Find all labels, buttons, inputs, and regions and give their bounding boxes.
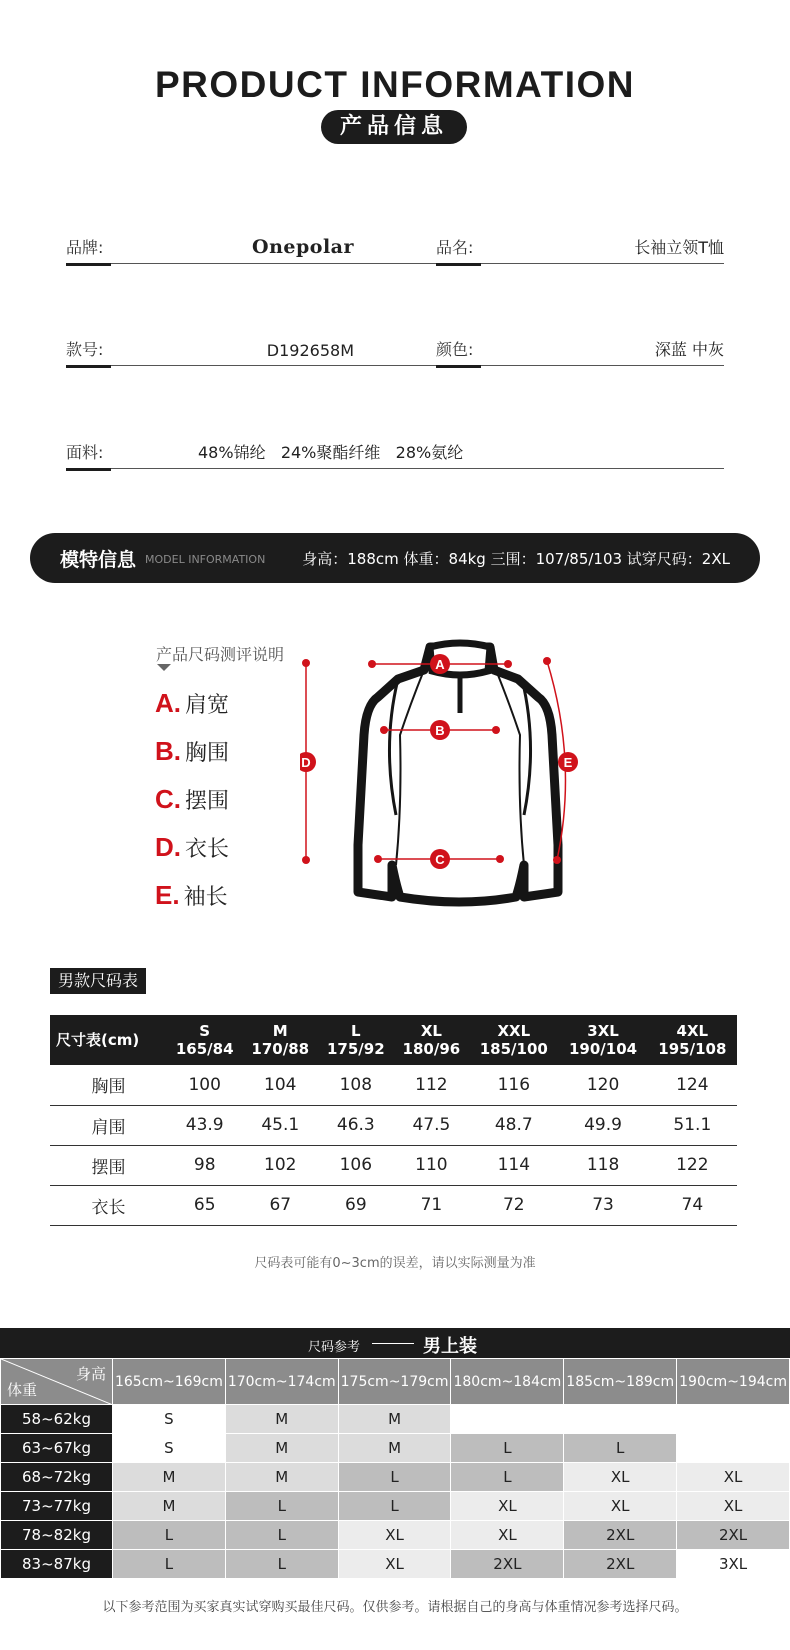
height-column-header: 165cm~169cm bbox=[113, 1359, 226, 1405]
legend-item bbox=[155, 736, 229, 767]
height-column-header: 190cm~194cm bbox=[677, 1359, 790, 1405]
measure-point bbox=[553, 856, 561, 864]
size-table-header bbox=[50, 1015, 737, 1065]
size-reference-table bbox=[0, 1358, 790, 1579]
size-cell: S bbox=[113, 1405, 226, 1434]
size-cell: M bbox=[338, 1405, 451, 1434]
size-cell: M bbox=[225, 1405, 338, 1434]
table-cell: 45.1 bbox=[242, 1105, 318, 1145]
size-cell: 2XL bbox=[677, 1521, 790, 1550]
size-reference-header bbox=[0, 1328, 790, 1358]
size-cell: L bbox=[338, 1463, 451, 1492]
size-name: L bbox=[351, 1022, 361, 1040]
page-subtitle-badge: 产品信息 bbox=[321, 110, 467, 144]
info-row-fabric bbox=[66, 435, 724, 469]
height-axis-label: 身高 bbox=[75, 1365, 106, 1383]
color-label: 颜色: bbox=[436, 340, 474, 359]
size-cell: 2XL bbox=[451, 1550, 564, 1579]
caret-down-icon bbox=[157, 664, 171, 671]
size-spec: 175/92 bbox=[326, 1040, 385, 1058]
size-spec: 190/104 bbox=[568, 1040, 638, 1058]
legend-key: B. bbox=[155, 736, 181, 766]
measure-mark-a: A bbox=[435, 657, 445, 672]
legend-label: 肩宽 bbox=[185, 693, 230, 718]
legend-item bbox=[155, 688, 229, 719]
size-reference-corner bbox=[1, 1359, 113, 1405]
divider bbox=[66, 468, 724, 469]
size-cell bbox=[451, 1405, 564, 1434]
size-cell: M bbox=[225, 1434, 338, 1463]
size-name: S bbox=[199, 1022, 211, 1040]
style-no-label: 款号: bbox=[66, 340, 104, 359]
size-table-note: 尺码表可能有0~3cm的误差，请以实际测量为准 bbox=[254, 1256, 536, 1271]
table-row bbox=[50, 1105, 737, 1145]
legend-item bbox=[155, 880, 228, 911]
table-cell: 71 bbox=[394, 1185, 470, 1225]
measure-point bbox=[302, 856, 310, 864]
weight-axis-label: 体重 bbox=[7, 1381, 38, 1399]
measure-mark-b: B bbox=[435, 723, 445, 738]
size-cell: 3XL bbox=[677, 1550, 790, 1579]
size-cell: L bbox=[225, 1550, 338, 1579]
table-cell: 47.5 bbox=[394, 1105, 470, 1145]
size-cell: XL bbox=[564, 1463, 677, 1492]
info-row-brand bbox=[66, 230, 724, 264]
info-row-style bbox=[66, 332, 724, 366]
legend-label: 胸围 bbox=[185, 741, 230, 766]
table-cell: 124 bbox=[648, 1065, 737, 1105]
table-cell: 46.3 bbox=[318, 1105, 394, 1145]
size-cell: S bbox=[113, 1434, 226, 1463]
size-spec: 195/108 bbox=[658, 1040, 727, 1058]
table-cell: 65 bbox=[167, 1185, 243, 1225]
size-cell: M bbox=[113, 1463, 226, 1492]
color-value: 深蓝 中灰 bbox=[654, 340, 724, 359]
divider-accent bbox=[66, 365, 111, 368]
table-cell: 72 bbox=[469, 1185, 558, 1225]
shirt-measurement-diagram bbox=[300, 635, 620, 920]
height-column-header: 185cm~189cm bbox=[564, 1359, 677, 1405]
table-cell: 112 bbox=[394, 1065, 470, 1105]
table-row bbox=[1, 1405, 790, 1434]
size-cell: XL bbox=[338, 1521, 451, 1550]
table-row bbox=[50, 1065, 737, 1105]
table-cell: 106 bbox=[318, 1145, 394, 1185]
size-cell: M bbox=[225, 1463, 338, 1492]
size-cell: 2XL bbox=[564, 1550, 677, 1579]
product-name-value: 长袖立领T恤 bbox=[634, 238, 724, 257]
divider-accent bbox=[66, 468, 111, 471]
weight-row-header: 58~62kg bbox=[1, 1405, 113, 1434]
size-cell: L bbox=[564, 1434, 677, 1463]
table-cell: 74 bbox=[648, 1185, 737, 1225]
page-title: PRODUCT INFORMATION bbox=[155, 64, 635, 105]
fabric-value: 48%锦纶 24%聚酯纤维 28%氨纶 bbox=[198, 443, 464, 462]
brand-label: 品牌: bbox=[66, 238, 104, 257]
measure-point bbox=[302, 659, 310, 667]
table-cell: 51.1 bbox=[648, 1105, 737, 1145]
size-spec: 170/88 bbox=[251, 1040, 310, 1058]
table-row bbox=[1, 1463, 790, 1492]
table-cell: 104 bbox=[242, 1065, 318, 1105]
size-cell: XL bbox=[451, 1492, 564, 1521]
weight-row-header: 68~72kg bbox=[1, 1463, 113, 1492]
measure-guide-title: 产品尺码测评说明 bbox=[156, 645, 285, 664]
row-label: 衣长 bbox=[50, 1185, 167, 1225]
size-name: 4XL bbox=[676, 1022, 709, 1040]
measure-point bbox=[496, 855, 504, 863]
table-cell: 110 bbox=[394, 1145, 470, 1185]
size-table-corner: 尺寸表(cm) bbox=[50, 1015, 167, 1065]
legend-key: E. bbox=[155, 880, 180, 910]
measure-mark-c: C bbox=[435, 852, 445, 867]
measure-point bbox=[380, 726, 388, 734]
size-cell: L bbox=[338, 1492, 451, 1521]
size-cell: XL bbox=[451, 1521, 564, 1550]
size-table-tag: 男款尺码表 bbox=[50, 968, 146, 994]
table-cell: 73 bbox=[558, 1185, 647, 1225]
table-row bbox=[1, 1434, 790, 1463]
size-cell bbox=[677, 1434, 790, 1463]
table-row bbox=[1, 1550, 790, 1579]
measure-point bbox=[492, 726, 500, 734]
weight-row-header: 78~82kg bbox=[1, 1521, 113, 1550]
size-cell: 2XL bbox=[564, 1521, 677, 1550]
size-column-header bbox=[648, 1015, 737, 1065]
size-spec: 165/84 bbox=[175, 1040, 234, 1058]
size-cell bbox=[564, 1405, 677, 1434]
divider-accent bbox=[436, 263, 481, 266]
row-label: 胸围 bbox=[50, 1065, 167, 1105]
size-cell: M bbox=[113, 1492, 226, 1521]
height-column-header: 180cm~184cm bbox=[451, 1359, 564, 1405]
row-label: 摆围 bbox=[50, 1145, 167, 1185]
model-info-bar bbox=[30, 533, 760, 583]
size-cell: XL bbox=[677, 1463, 790, 1492]
measure-point bbox=[504, 660, 512, 668]
size-column-header bbox=[558, 1015, 647, 1065]
size-cell: L bbox=[113, 1521, 226, 1550]
table-cell: 102 bbox=[242, 1145, 318, 1185]
divider-accent bbox=[436, 365, 481, 368]
divider bbox=[66, 365, 724, 366]
measure-mark-d: D bbox=[301, 755, 311, 770]
table-cell: 118 bbox=[558, 1145, 647, 1185]
divider bbox=[372, 1343, 414, 1344]
size-cell: XL bbox=[338, 1550, 451, 1579]
size-spec: 180/96 bbox=[402, 1040, 461, 1058]
size-spec: 185/100 bbox=[479, 1040, 548, 1058]
measure-point bbox=[543, 657, 551, 665]
table-cell: 120 bbox=[558, 1065, 647, 1105]
size-name: M bbox=[272, 1022, 288, 1040]
legend-key: D. bbox=[155, 832, 181, 862]
table-cell: 98 bbox=[167, 1145, 243, 1185]
legend-item bbox=[155, 784, 229, 815]
table-row bbox=[50, 1145, 737, 1185]
divider bbox=[66, 263, 724, 264]
size-cell: L bbox=[451, 1434, 564, 1463]
size-column-header bbox=[469, 1015, 558, 1065]
model-info-title-en: MODEL INFORMATION bbox=[145, 553, 266, 566]
table-cell: 108 bbox=[318, 1065, 394, 1105]
table-cell: 48.7 bbox=[469, 1105, 558, 1145]
size-column-header bbox=[242, 1015, 318, 1065]
size-reference-header-row bbox=[1, 1359, 790, 1405]
size-cell: L bbox=[451, 1463, 564, 1492]
size-cell bbox=[677, 1405, 790, 1434]
size-cell: L bbox=[225, 1492, 338, 1521]
size-cell: L bbox=[225, 1521, 338, 1550]
weight-row-header: 83~87kg bbox=[1, 1550, 113, 1579]
weight-row-header: 73~77kg bbox=[1, 1492, 113, 1521]
measure-mark-e: E bbox=[563, 755, 573, 770]
table-cell: 122 bbox=[648, 1145, 737, 1185]
corner-diagonal bbox=[1, 1359, 113, 1405]
brand-value: Onepolar bbox=[252, 236, 354, 258]
table-cell: 43.9 bbox=[167, 1105, 243, 1145]
weight-row-header: 63~67kg bbox=[1, 1434, 113, 1463]
table-cell: 114 bbox=[469, 1145, 558, 1185]
table-cell: 49.9 bbox=[558, 1105, 647, 1145]
model-info-title: 模特信息 bbox=[60, 549, 137, 571]
size-table bbox=[50, 1015, 737, 1226]
table-cell: 100 bbox=[167, 1065, 243, 1105]
legend-label: 袖长 bbox=[183, 885, 228, 910]
table-row bbox=[1, 1492, 790, 1521]
style-no-value: D192658M bbox=[266, 341, 354, 360]
size-reference-title: 男上装 bbox=[423, 1336, 477, 1357]
size-column-header bbox=[318, 1015, 394, 1065]
row-label: 肩围 bbox=[50, 1105, 167, 1145]
height-column-header: 175cm~179cm bbox=[338, 1359, 451, 1405]
legend-key: C. bbox=[155, 784, 181, 814]
size-column-header bbox=[394, 1015, 470, 1065]
table-cell: 67 bbox=[242, 1185, 318, 1225]
size-name: 3XL bbox=[587, 1022, 619, 1040]
fabric-label: 面料: bbox=[66, 443, 104, 462]
size-reference-label: 尺码参考 bbox=[308, 1340, 361, 1355]
legend-key: A. bbox=[155, 688, 181, 718]
product-name-label: 品名: bbox=[436, 238, 474, 257]
size-column-header bbox=[167, 1015, 243, 1065]
table-cell: 69 bbox=[318, 1185, 394, 1225]
size-name: XL bbox=[420, 1022, 442, 1040]
size-reference-note: 以下参考范围为买家真实试穿购买最佳尺码。仅供参考。请根据自己的身高与体重情况参考选择尺码。 bbox=[102, 1600, 688, 1615]
model-info-details: 身高：188cm 体重：84kg 三围：107/85/103 试穿尺码：2XL bbox=[302, 550, 730, 568]
size-name: XXL bbox=[497, 1022, 531, 1040]
legend-label: 摆围 bbox=[185, 789, 230, 814]
measure-point bbox=[368, 660, 376, 668]
size-cell: L bbox=[113, 1550, 226, 1579]
height-column-header: 170cm~174cm bbox=[225, 1359, 338, 1405]
divider-accent bbox=[66, 263, 111, 266]
table-row bbox=[50, 1185, 737, 1225]
size-cell: XL bbox=[564, 1492, 677, 1521]
table-row bbox=[1, 1521, 790, 1550]
measure-point bbox=[374, 855, 382, 863]
size-cell: XL bbox=[677, 1492, 790, 1521]
size-cell: M bbox=[338, 1434, 451, 1463]
legend-item bbox=[155, 832, 229, 863]
legend-label: 衣长 bbox=[185, 837, 230, 862]
table-cell: 116 bbox=[469, 1065, 558, 1105]
